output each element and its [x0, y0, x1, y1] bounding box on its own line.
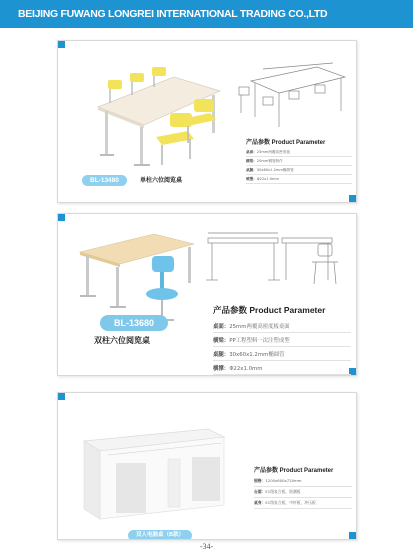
- product-panel-1: [57, 40, 357, 203]
- param-row: 桌面：25mm两覆高密度板桌面: [213, 319, 351, 333]
- product-parameters-1: [246, 137, 352, 184]
- product-panel-3: [57, 392, 357, 540]
- param-row: 桌腿：30x60x1.2mm椭圆管: [246, 166, 352, 175]
- product-line-drawing: [198, 228, 348, 298]
- product-photo-reading-table: [70, 55, 230, 173]
- model-badge: BL-13680: [100, 315, 168, 331]
- corner-mark: [349, 532, 357, 540]
- param-row: 横撑：Φ22x1.0mm: [213, 361, 351, 375]
- param-row: 横梁：PP工程塑料一次注塑成型: [213, 333, 351, 347]
- param-row: 喷塑：Φ22x1.0mm: [246, 175, 352, 184]
- params-title: 产品参数 Product Parameter: [246, 140, 326, 146]
- params-title: 产品参数 Product Parameter: [254, 468, 334, 474]
- param-row: 桌面：25mm两覆高密度板: [246, 148, 352, 157]
- product-name: 双柱六位阅览桌: [94, 336, 150, 345]
- product-name: 单柱六位阅览桌: [140, 178, 183, 184]
- param-row: 桌腿：30x60x1.2mm椭圆管: [213, 347, 351, 361]
- param-row: 规格：1200x600x720mm: [254, 476, 352, 487]
- page-number: -34-: [199, 542, 214, 551]
- params-title: 产品参数 Product Parameter: [213, 305, 326, 315]
- model-badge: BL-13480: [82, 175, 127, 186]
- product-line-drawing: [233, 61, 353, 131]
- product-parameters-2: [213, 304, 351, 375]
- param-row: 横梁：20mm钢管制作: [246, 157, 352, 166]
- product-parameters-3: [254, 465, 352, 509]
- param-row: 桌身：E1级复合板，中纤板，冲压板: [254, 498, 352, 509]
- product-photo-computer-desk: [72, 419, 232, 527]
- product-photo-double-column-table: [72, 228, 202, 328]
- company-name: BEIJING FUWANG LONGREI INTERNATIONAL TRADING CO.,LTD: [18, 8, 328, 20]
- corner-mark: [57, 40, 65, 48]
- header-banner: [0, 0, 413, 28]
- corner-mark: [349, 195, 357, 203]
- param-row: 台面：E1级复合板，防潮板: [254, 487, 352, 498]
- product-panel-2: [57, 213, 357, 376]
- product-name-badge: 双人电脑桌（B款）: [128, 530, 192, 540]
- corner-mark: [57, 213, 65, 221]
- corner-mark: [57, 392, 65, 400]
